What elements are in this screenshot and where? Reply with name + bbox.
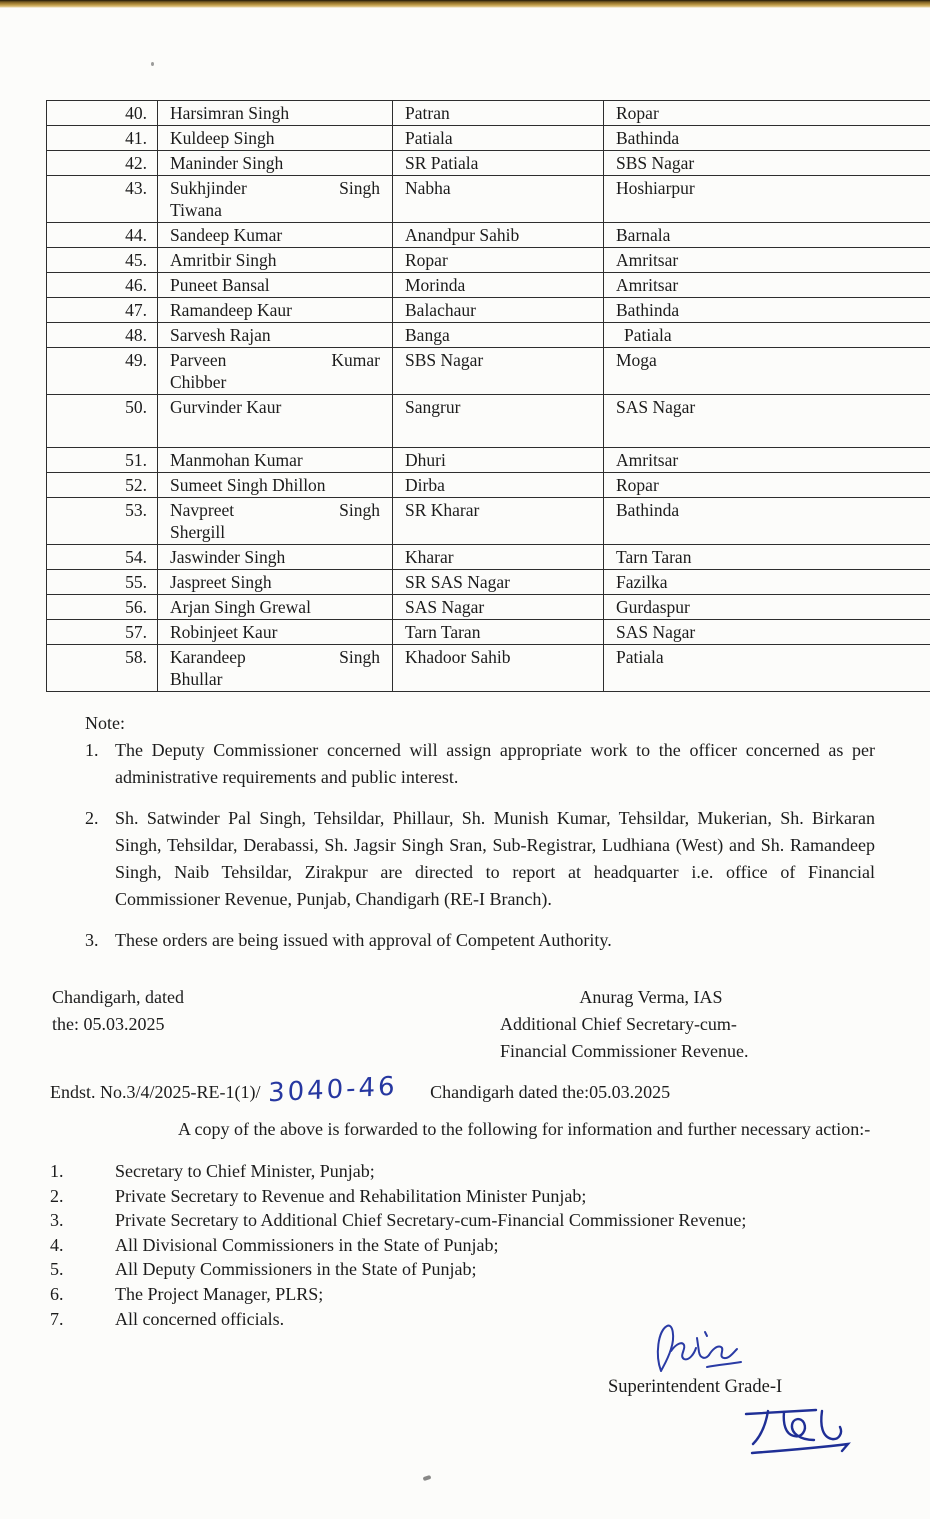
officer-name-cell: Harsimran Singh (158, 101, 393, 126)
note-item-number: 1. (85, 740, 99, 760)
posting-cell: Patran (393, 101, 604, 126)
signatory-title-line2: Financial Commissioner Revenue. (500, 1041, 749, 1061)
distribution-item-number: 1. (50, 1161, 64, 1181)
posting-cell: SAS Nagar (393, 595, 604, 620)
note-item-text: Sh. Satwinder Pal Singh, Tehsildar, Phillaur, Sh. Munish Kumar, Tehsildar, Mukerian, Sh. Birkaran Singh, Tehsildar, Derabassi, Sh. Jagsir Singh Sran, Sub-Registrar, Ludhiana (West) and Sh. Ramandeep Singh, Naib Tehsildar, Zirakpur are directed to report at headquarter i.e. office of Financial Commissioner Revenue, Punjab, Chandigarh (RE-I Branch). (115, 808, 875, 909)
officer-name-cell: Manmohan Kumar (158, 448, 393, 473)
officer-name-cell: Amritbir Singh (158, 248, 393, 273)
posting-cell: Tarn Taran (393, 620, 604, 645)
distribution-item-text: The Project Manager, PLRS; (115, 1283, 324, 1304)
scan-speck (151, 62, 154, 66)
table-row (47, 298, 930, 323)
officer-name-cell: Kuldeep Singh (158, 126, 393, 151)
officer-name-cell: Puneet Bansal (158, 273, 393, 298)
row-serial-number: 57. (47, 620, 158, 645)
table-row (47, 151, 930, 176)
distribution-list-item (50, 1184, 875, 1209)
district-cell: Patiala (604, 645, 930, 692)
officer-name-cell: Robinjeet Kaur (158, 620, 393, 645)
table-row (47, 595, 930, 620)
table-row (47, 176, 930, 223)
officer-name-line2: Tiwana (170, 200, 222, 220)
name-word: Karandeep (170, 647, 246, 667)
distribution-list-item (50, 1257, 875, 1282)
district-cell: Moga (604, 348, 930, 395)
distribution-item-number: 5. (50, 1259, 64, 1280)
district-cell: Gurdaspur (604, 595, 930, 620)
officer-name-line1 (170, 349, 382, 371)
initials-scribble (738, 1401, 856, 1459)
distribution-item-number: 2. (50, 1185, 64, 1206)
endorsement-line (50, 1071, 930, 1109)
note-item (85, 805, 875, 913)
note-item-text: These orders are being issued with approval of Competent Authority. (115, 930, 612, 950)
row-serial-number: 56. (47, 595, 158, 620)
posting-cell: Ropar (393, 248, 604, 273)
endorsement-number-prefix: Endst. No.3/4/2025-RE-1(1)/ (50, 1082, 261, 1102)
table-row (47, 395, 930, 448)
superintendent-signature-scribble (645, 1321, 747, 1377)
posting-cell: Dhuri (393, 448, 604, 473)
note-item-text: The Deputy Commissioner concerned will assign appropriate work to the officer concerned as per administrative requirements and public interest. (115, 740, 875, 787)
row-serial-number: 41. (47, 126, 158, 151)
distribution-list-item (50, 1307, 875, 1332)
row-serial-number: 46. (47, 273, 158, 298)
note-section (85, 710, 875, 954)
name-word: Navpreet (170, 500, 235, 520)
posting-cell: SR Kharar (393, 498, 604, 545)
table-row (47, 323, 930, 348)
row-serial-number: 54. (47, 545, 158, 570)
officer-name-line1 (170, 646, 382, 668)
row-serial-number: 58. (47, 645, 158, 692)
endorsement-place-date: Chandigarh dated the:05.03.2025 (430, 1082, 671, 1102)
row-serial-number: 44. (47, 223, 158, 248)
distribution-list-item (50, 1233, 875, 1258)
posting-cell: Banga (393, 323, 604, 348)
table-row (47, 570, 930, 595)
district-cell: Tarn Taran (604, 545, 930, 570)
district-cell: Amritsar (604, 248, 930, 273)
district-cell: Bathinda (604, 498, 930, 545)
district-cell: Barnala (604, 223, 930, 248)
distribution-item-number: 4. (50, 1234, 64, 1255)
note-item (85, 737, 875, 791)
officer-name-cell: Gurvinder Kaur (158, 395, 393, 448)
district-cell: Bathinda (604, 126, 930, 151)
name-word: Kumar (331, 350, 380, 370)
distribution-item-text: All Deputy Commissioners in the State of Punjab; (115, 1259, 477, 1280)
distribution-item-text: All concerned officials. (115, 1308, 285, 1329)
posting-cell: Balachaur (393, 298, 604, 323)
name-word: Parveen (170, 350, 227, 370)
table-row (47, 273, 930, 298)
signoff-place: Chandigarh, dated (52, 987, 184, 1007)
table-row (47, 101, 930, 126)
note-items (85, 737, 875, 954)
footer-signature-title: Superintendent Grade-I (608, 1377, 783, 1398)
row-serial-number: 43. (47, 176, 158, 223)
distribution-list-item (50, 1282, 875, 1307)
table-row (47, 448, 930, 473)
posting-cell: SR SAS Nagar (393, 570, 604, 595)
table-row (47, 348, 930, 395)
distribution-item-number: 6. (50, 1283, 64, 1304)
district-cell: SBS Nagar (604, 151, 930, 176)
row-serial-number: 51. (47, 448, 158, 473)
officer-name-cell: Jaswinder Singh (158, 545, 393, 570)
officer-name-line2: Shergill (170, 522, 226, 542)
table-row (47, 473, 930, 498)
district-cell: Patiala (604, 323, 930, 348)
signatory-block (500, 984, 802, 1065)
row-serial-number: 47. (47, 298, 158, 323)
note-item-number: 3. (85, 930, 99, 950)
posting-cell: SBS Nagar (393, 348, 604, 395)
officer-name-cell: Sarvesh Rajan (158, 323, 393, 348)
district-cell: Fazilka (604, 570, 930, 595)
district-cell: Amritsar (604, 273, 930, 298)
signatory-name: Anurag Verma, IAS (579, 987, 723, 1007)
distribution-item-text: Secretary to Chief Minister, Punjab; (115, 1161, 375, 1181)
posting-cell: Kharar (393, 545, 604, 570)
distribution-item-number: 7. (50, 1308, 64, 1329)
distribution-list (50, 1159, 875, 1331)
posting-cell: Nabha (393, 176, 604, 223)
table-row (47, 498, 930, 545)
posting-cell: SR Patiala (393, 151, 604, 176)
officer-name-cell (158, 645, 393, 692)
footer-signature-block (0, 1331, 930, 1481)
posting-cell: Morinda (393, 273, 604, 298)
name-word: Singh (339, 647, 380, 667)
note-item (85, 927, 875, 954)
signoff-date: the: 05.03.2025 (52, 1014, 165, 1034)
table-row (47, 645, 930, 692)
distribution-list-item (50, 1159, 875, 1184)
signoff-block (0, 984, 930, 1065)
officers-transfer-table (46, 100, 930, 692)
table-row (47, 620, 930, 645)
posting-cell: Khadoor Sahib (393, 645, 604, 692)
table-row (47, 545, 930, 570)
handwritten-dispatch-number: 3040-46 (268, 1071, 399, 1109)
table-row (47, 248, 930, 273)
row-serial-number: 52. (47, 473, 158, 498)
row-serial-number: 40. (47, 101, 158, 126)
note-label: Note: (85, 713, 125, 733)
officer-name-line1 (170, 499, 382, 521)
district-cell: SAS Nagar (604, 620, 930, 645)
name-word: Singh (339, 178, 380, 198)
officers-table-body (47, 101, 930, 692)
forwarding-paragraph: A copy of the above is forwarded to the following for information and further necessary action:- (178, 1119, 871, 1139)
officer-name-cell: Jaspreet Singh (158, 570, 393, 595)
district-cell: SAS Nagar (604, 395, 930, 448)
officer-name-cell (158, 176, 393, 223)
name-word: Singh (339, 500, 380, 520)
distribution-item-text: Private Secretary to Additional Chief Secretary-cum-Financial Commissioner Revenue; (115, 1210, 747, 1231)
officer-name-cell (158, 498, 393, 545)
row-serial-number: 53. (47, 498, 158, 545)
officer-name-cell: Sumeet Singh Dhillon (158, 473, 393, 498)
district-cell: Ropar (604, 101, 930, 126)
officer-name-line2: Chibber (170, 372, 227, 392)
officer-name-cell: Ramandeep Kaur (158, 298, 393, 323)
officer-name-line2: Bhullar (170, 669, 223, 689)
signoff-place-date (52, 984, 184, 1065)
row-serial-number: 45. (47, 248, 158, 273)
officer-name-line1 (170, 177, 382, 199)
officer-name-cell: Arjan Singh Grewal (158, 595, 393, 620)
distribution-item-text: All Divisional Commissioners in the State of Punjab; (115, 1234, 499, 1255)
scan-top-edge (0, 0, 930, 8)
officer-name-cell: Maninder Singh (158, 151, 393, 176)
row-serial-number: 50. (47, 395, 158, 448)
posting-cell: Anandpur Sahib (393, 223, 604, 248)
distribution-item-text: Private Secretary to Revenue and Rehabilitation Minister Punjab; (115, 1185, 587, 1206)
officer-name-cell (158, 348, 393, 395)
distribution-item-number: 3. (50, 1210, 64, 1231)
posting-cell: Sangrur (393, 395, 604, 448)
distribution-list-item (50, 1208, 875, 1233)
row-serial-number: 49. (47, 348, 158, 395)
name-word: Sukhjinder (170, 178, 247, 198)
posting-cell: Patiala (393, 126, 604, 151)
officer-name-cell: Sandeep Kumar (158, 223, 393, 248)
table-row (47, 223, 930, 248)
row-serial-number: 48. (47, 323, 158, 348)
note-item-number: 2. (85, 808, 99, 828)
district-cell: Bathinda (604, 298, 930, 323)
row-serial-number: 42. (47, 151, 158, 176)
district-cell: Hoshiarpur (604, 176, 930, 223)
district-cell: Ropar (604, 473, 930, 498)
district-cell: Amritsar (604, 448, 930, 473)
posting-cell: Dirba (393, 473, 604, 498)
signatory-title-line1: Additional Chief Secretary-cum- (500, 1014, 737, 1034)
table-row (47, 126, 930, 151)
row-serial-number: 55. (47, 570, 158, 595)
